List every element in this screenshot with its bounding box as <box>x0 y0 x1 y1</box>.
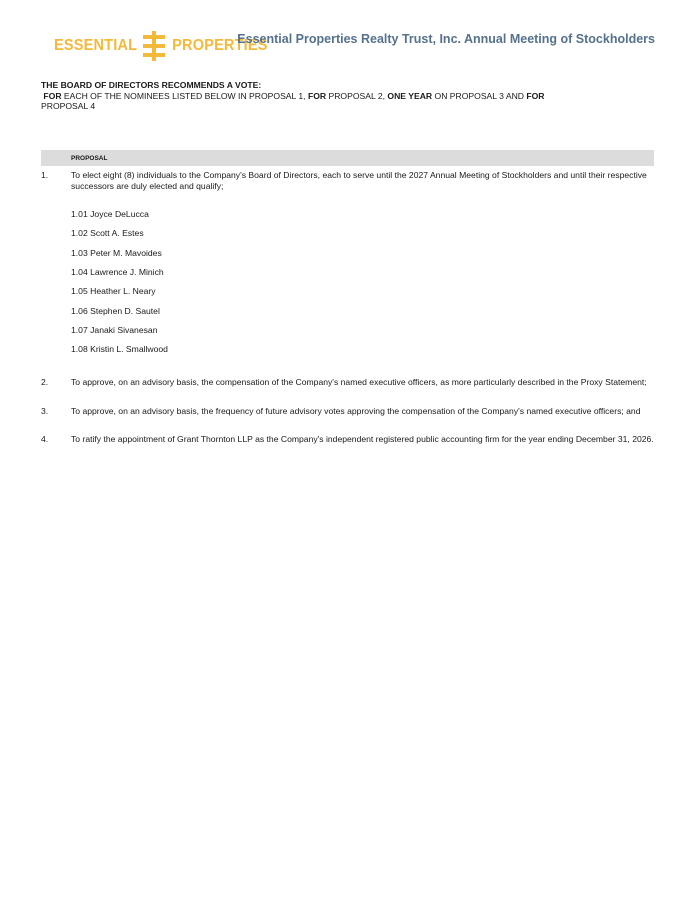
recommendation-heading: THE BOARD OF DIRECTORS RECOMMENDS A VOTE: <box>41 80 262 90</box>
proposal-number: 1. <box>41 170 49 180</box>
logo-word-properties: PROPERTIES <box>172 37 268 55</box>
rec-for-2: FOR <box>307 90 327 101</box>
meeting-title: Essential Properties Realty Trust, Inc. Annual Meeting of Stockholders <box>237 32 655 46</box>
nominee-item: 1.01 Joyce DeLucca <box>71 209 149 219</box>
board-recommendation <box>41 80 661 112</box>
proposal-number: 3. <box>41 406 49 416</box>
proposal-number: 2. <box>41 377 49 387</box>
rec-one-year: ONE YEAR <box>387 90 433 101</box>
nominee-item: 1.03 Peter M. Mavoides <box>71 248 162 258</box>
nominee-item: 1.02 Scott A. Estes <box>71 228 144 238</box>
proposal-number: 4. <box>41 434 49 444</box>
page-header <box>0 0 695 70</box>
proposal-header-bar <box>41 150 654 166</box>
rec-text-3: ON PROPOSAL 3 AND <box>432 90 527 101</box>
nominee-item: 1.04 Lawrence J. Minich <box>71 267 164 277</box>
nominee-item: 1.05 Heather L. Neary <box>71 286 156 296</box>
proposal-text: To approve, on an advisory basis, the frequency of future advisory votes approving the compensation of the Company's named executive officers; and <box>71 406 641 416</box>
nominee-item: 1.07 Janaki Sivanesan <box>71 325 158 335</box>
rec-text-4: PROPOSAL 4 <box>41 101 96 111</box>
proposal-text: To approve, on an advisory basis, the compensation of the Company's named executive officers, as more particularly described in the Proxy Statement; <box>71 377 647 387</box>
rec-for-1: FOR <box>43 90 62 101</box>
logo-word-essential: ESSENTIAL <box>54 37 138 55</box>
proposal-column-label: PROPOSAL <box>71 155 108 162</box>
rec-text-1: EACH OF THE NOMINEES LISTED BELOW IN PROPOSAL 1, <box>61 90 308 101</box>
ep-logo-mark-icon <box>143 31 165 61</box>
nominee-item: 1.08 Kristin L. Smallwood <box>71 344 168 354</box>
proposal-text: To ratify the appointment of Grant Thornton LLP as the Company's independent registered public accounting firm for the year ending December 31, 2026. <box>71 434 654 444</box>
nominee-item: 1.06 Stephen D. Sautel <box>71 306 160 316</box>
rec-text-2: PROPOSAL 2, <box>326 90 388 101</box>
proposal-text: To elect eight (8) individuals to the Company's Board of Directors, each to serve until the 2027 Annual Meeting of Stockholders and until their respective successors are duly elected and qualify; <box>71 170 647 191</box>
recommendation-text <box>41 91 661 102</box>
rec-for-3: FOR <box>526 90 545 101</box>
company-logo <box>54 29 268 63</box>
